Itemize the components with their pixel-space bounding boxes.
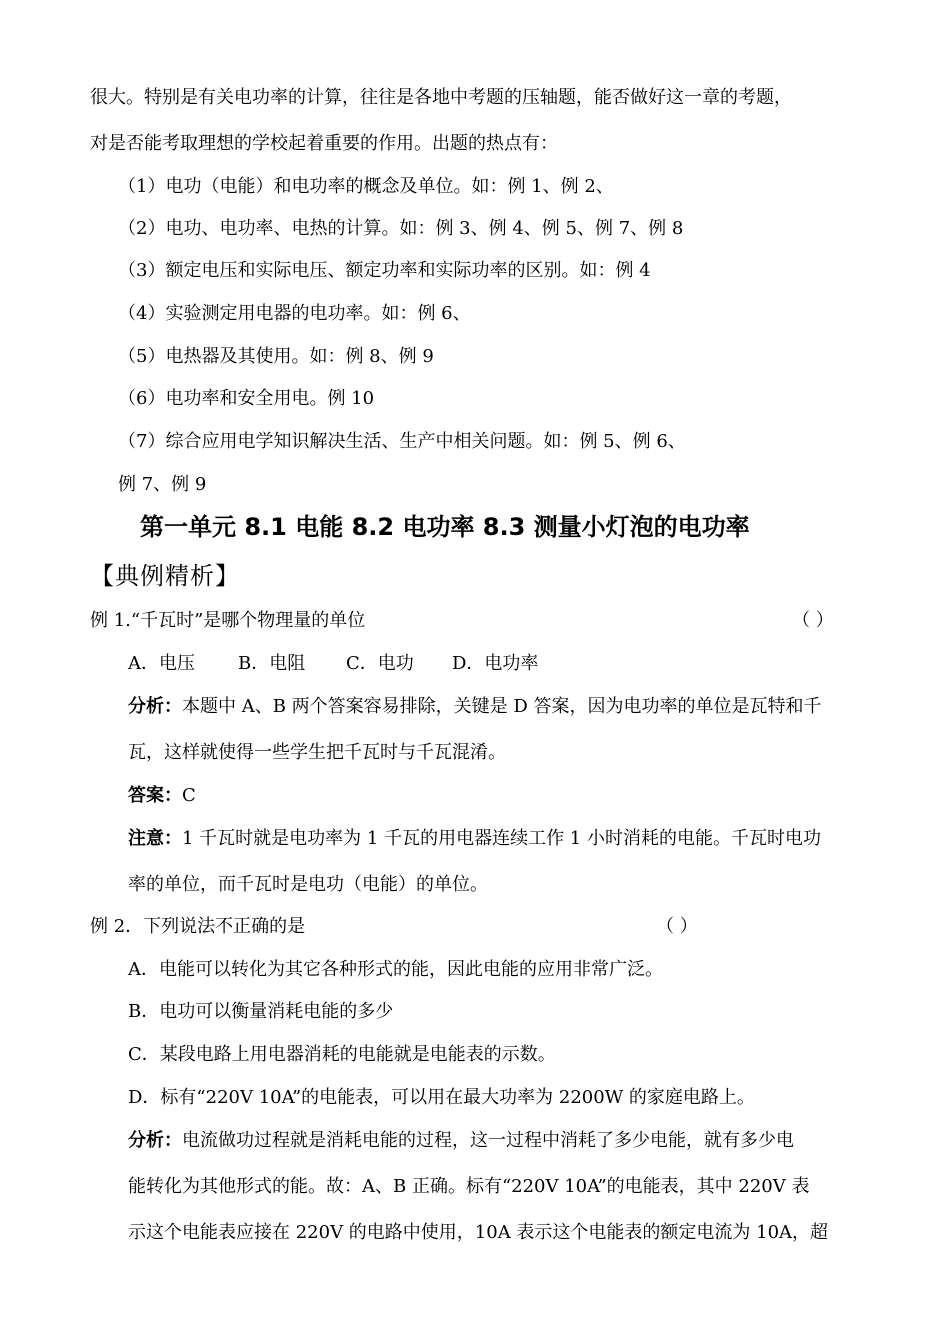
- example-2-option-c: C．某段电路上用电器消耗的电能就是电能表的示数。: [128, 1044, 556, 1065]
- option-a: A．电压: [128, 653, 195, 674]
- hotspot-point-4: （4）实验测定用电器的电功率。如：例 6、: [118, 303, 471, 324]
- answer-label: 答案：: [128, 785, 182, 806]
- example-1-analysis-line-1: [128, 694, 822, 720]
- example-2-analysis-line-1: [128, 1128, 794, 1154]
- example-1-answer-bracket: （ ）: [792, 610, 834, 631]
- note-label: 注意：: [128, 828, 182, 849]
- analysis-text: 本题中 A、B 两个答案容易排除，关键是 D 答案，因为电功率的单位是瓦特和千: [182, 696, 822, 717]
- analysis-label: 分析：: [128, 1130, 182, 1151]
- example-1-note-line-2: 率的单位，而千瓦时是电功（电能）的单位。: [128, 874, 488, 895]
- section-title: 【典例精析】: [90, 562, 240, 590]
- example-2-analysis-line-3: 示这个电能表应接在 220V 的电路中使用，10A 表示这个电能表的额定电流为 10A，超: [128, 1222, 829, 1243]
- hotspot-point-7-continued: 例 7、例 9: [118, 474, 207, 495]
- unit-title: 第一单元 8.1 电能 8.2 电功率 8.3 测量小灯泡的电功率: [140, 513, 750, 541]
- hotspot-point-7: （7）综合应用电学知识解决生活、生产中相关问题。如：例 5、例 6、: [118, 431, 686, 452]
- hotspot-point-2: （2）电功、电功率、电热的计算。如：例 3、例 4、例 5、例 7、例 8: [118, 218, 684, 239]
- answer-value: C: [182, 785, 196, 806]
- intro-line-2: 对是否能考取理想的学校起着重要的作用。出题的热点有：: [90, 133, 558, 154]
- option-c: C．电功: [346, 653, 414, 674]
- note-text: 1 千瓦时就是电功率为 1 千瓦的用电器连续工作 1 小时消耗的电能。千瓦时电功: [182, 828, 821, 849]
- example-2-option-a: A．电能可以转化为其它各种形式的能，因此电能的应用非常广泛。: [128, 959, 663, 980]
- analysis-text: 电流做功过程就是消耗电能的过程，这一过程中消耗了多少电能，就有多少电: [182, 1130, 794, 1151]
- option-d: D．电功率: [452, 653, 539, 674]
- example-1-question: 例 1.“千瓦时”是哪个物理量的单位: [90, 610, 366, 631]
- example-1-options: [128, 651, 538, 677]
- analysis-label: 分析：: [128, 696, 182, 717]
- option-b: B．电阻: [238, 653, 306, 674]
- example-1-analysis-line-2: 瓦，这样就使得一些学生把千瓦时与千瓦混淆。: [128, 742, 506, 763]
- example-2-question: 例 2．下列说法不正确的是: [90, 916, 306, 937]
- example-2-answer-bracket: （ ）: [656, 916, 698, 937]
- intro-line-1: 很大。特别是有关电功率的计算，往往是各地中考题的压轴题，能否做好这一章的考题，: [90, 87, 792, 108]
- hotspot-point-6: （6）电功率和安全用电。例 10: [118, 388, 375, 409]
- example-2-analysis-line-2: 能转化为其他形式的能。故：A、B 正确。标有“220V 10A”的电能表，其中 220V 表: [128, 1176, 810, 1197]
- example-2-option-d: D．标有“220V 10A”的电能表，可以用在最大功率为 2200W 的家庭电路上。: [128, 1087, 755, 1108]
- hotspot-point-1: （1）电功（电能）和电功率的概念及单位。如：例 1、例 2、: [118, 176, 614, 197]
- hotspot-point-3: （3）额定电压和实际电压、额定功率和实际功率的区别。如：例 4: [118, 260, 651, 281]
- example-1-note-line-1: [128, 826, 821, 852]
- example-1-answer: [128, 783, 196, 809]
- hotspot-point-5: （5）电热器及其使用。如：例 8、例 9: [118, 346, 434, 367]
- example-2-option-b: B．电功可以衡量消耗电能的多少: [128, 1001, 394, 1022]
